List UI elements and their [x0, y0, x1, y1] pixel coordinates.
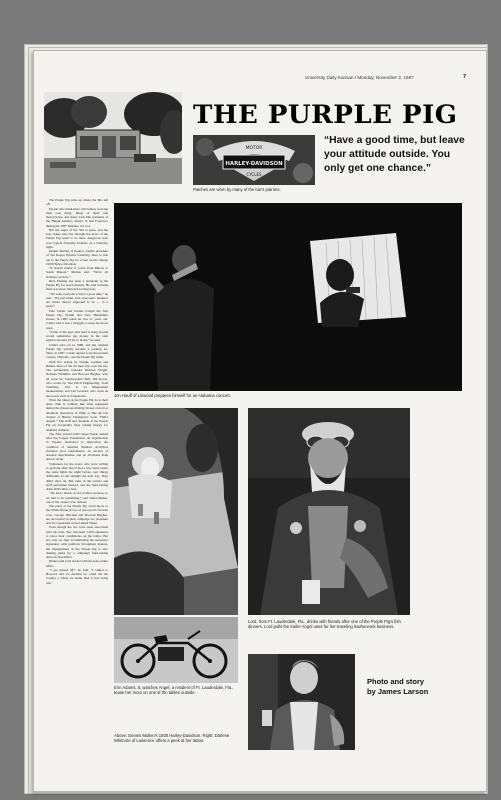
lord-caption: Lord, from Ft. Lauderdale, Fla., drinks with friends after one of the Purple Pig's fish dinners. Lord pulls the trailer Angel uses for her traveling leatherwork business.: [248, 619, 401, 629]
story-paragraph: But the sugar of the '60s is gone, and the easy riders who live through the doors of the Purple Pig seem to be more dangerous than your typical fraternity brothers on a Saturday night.: [46, 227, 108, 249]
bar-exterior-photo: [44, 92, 182, 184]
story-paragraph: Rinker said it all started with the lean-centre affair.: [46, 559, 108, 568]
story-paragraph: “We want everyone to have a good time,” he said. “We just make sure everyone's manners are where they're supposed to be — to a point.”: [46, 291, 108, 309]
story-paragraph: Volunteers for the event, who were willing to perform after they'd had a few beers under the same lights the night before, saw things differently in the sunlight the next day. They didn't show up. But some of the owners and staff performed instead, and the fund-raising drive didn't miss a beat.: [46, 461, 108, 491]
story-paragraph: Whit Inc. stands for Wright, Gardner and Rinker, three of the six men who own the bar. The partnership includes Richard Wright, Norman Whitmire and Howard Hughes, who all work for Southwestern Bell; Jim Kovar, who works for Sun Devil Engineering; Todd Trembley, who is an independent businessman; and Carl Leonard, who owns an auto parts store in Tonganoxie.: [46, 359, 108, 398]
story-paragraph: Calder sold out in 1986, and the original Purple Pig quickly became a parking lot. Then, in 1987, Calder agreed to let the present owners, Whit Inc., use the Purple Pig name.: [46, 342, 108, 360]
story-paragraph: What the bikers at the Purple Pig do in their spare time is nothing like what happened during the disastrous Rolling Stones concert at Altamont Speedway in 1969, or like the last chapter of Hunter Thompson's book “Hell's Angels.” The staff and clientele of the Purple Pig are frequently busy raising money for disabled children.: [46, 397, 108, 432]
photo-credit-line1: Photo and story: [367, 677, 425, 686]
patches-photo: [193, 135, 315, 185]
harley-patch-drawing: [193, 135, 315, 185]
lord-drawing: [248, 408, 410, 615]
story-paragraph: Even though the two have been associated with the state, they still need 1,500 signatures to place their candidacies on the ballot. But not only are they accumulating the necessary signatures with petitions throughout Kansas, the management of the Purple Pig is also making plans for a campaign fund-raising dance in November.: [46, 525, 108, 559]
table-scene-photo: [114, 408, 238, 615]
dateline: University Daily Kansan / Monday, November 2, 1987: [305, 75, 414, 80]
patches-caption: Patches are worn by many of the bar's patrons.: [193, 187, 281, 192]
story-paragraph: “I got pissed off,” he said. “I talked to Howard, and we decided we could run the country a whole lot better than it was being run.”: [46, 567, 108, 585]
page-number: 7: [463, 74, 467, 80]
patch-top-text: MOTOR: [245, 146, 263, 151]
concert-drawing: [114, 203, 462, 391]
photo-credit-line2: by James Larson: [367, 686, 429, 696]
pull-quote: “Have a good time, but leave your attitude outside. You only get one chance.”: [324, 135, 465, 174]
story-paragraph: “We had a bunch of sad women out here, so we had to do something,” said James Rinker, one of the owners who danced.: [46, 491, 108, 504]
story-paragraph: “It doesn't matter if you're from Illinois or South Dakota,” Mullen said. “We're all brothers out here.”: [46, 266, 108, 279]
story-paragraph: The party at the Purple Pig could move to the White House if two of the resort's favorite sons, George Mitchell and Howard Hughes, are successful in their campaign for president and vice president of the United States.: [46, 504, 108, 525]
table-scene-drawing: [114, 408, 238, 615]
erin-caption: Erin Adams, 8, watches Angel, a resident of Ft. Lauderdale, Fla., tease her mom on one of the tables outside.: [114, 685, 234, 695]
story-paragraph: The Purple Pig picks up where the '60s left off.: [46, 198, 108, 207]
photo-credit: [367, 677, 428, 696]
patch-bottom-text: CYCLES: [246, 172, 262, 177]
story-paragraph: Dennis Mullen of Eudora, former president of Tau Kappa Epsilon fraternity, likes to ride out to the Purple Pig for a beer on his vintage 1930 Harley-Davidson.: [46, 249, 108, 266]
concert-caption: Jon Hauff of Linwood prepares himself for an Alabama concert.: [114, 393, 231, 398]
patch-middle-text: HARLEY-DAVIDSON: [225, 161, 283, 167]
concert-photo: [114, 203, 462, 391]
bike-drawing: [114, 617, 238, 683]
bike-caption: Above: Dennis Mullen's 1930 Harley-Davidson. Right: Darlene Whitmire of Lawrence offers a peek at her tattoo.: [114, 733, 230, 743]
story-paragraph: Rick Ebeling has been a bartender at the Purple Pig for seven months. He said working there was more than just serving beer.: [46, 278, 108, 292]
story-paragraph: The drive started with Copper Week, named after the Copper Foundation, an organization in Topeka dedicated to improving the condition of disabled children. Activities included pool tournaments, an auction of donated merchandise and an all-island male dancer revue.: [46, 431, 108, 462]
story-column: [46, 198, 108, 758]
story-paragraph: Pete Calder and friends bought the first Purple Pig, Eighth and New Hampshire streets, in 1985 when he was 21 years old. Calder said it was a struggle to keep the doors open.: [46, 308, 108, 330]
bar-exterior-drawing: [44, 92, 182, 184]
headline: THE PURPLE PIG: [193, 100, 458, 129]
tattoo-photo: [248, 654, 355, 750]
story-paragraph: People who drink there still believe in doing their own thing. Many of them ride motorcycles, and many look like residents of the Haight-Ashbury district in San Francisco during the 1967 Summer of Love.: [46, 206, 108, 228]
lord-photo: [248, 408, 410, 615]
tattoo-drawing: [248, 654, 355, 750]
story-paragraph: “Some of the guys that used to hang around would sometimes put money in the cash register because I'd be so broke,” he said.: [46, 329, 108, 343]
harley-bike-photo: [114, 617, 238, 683]
